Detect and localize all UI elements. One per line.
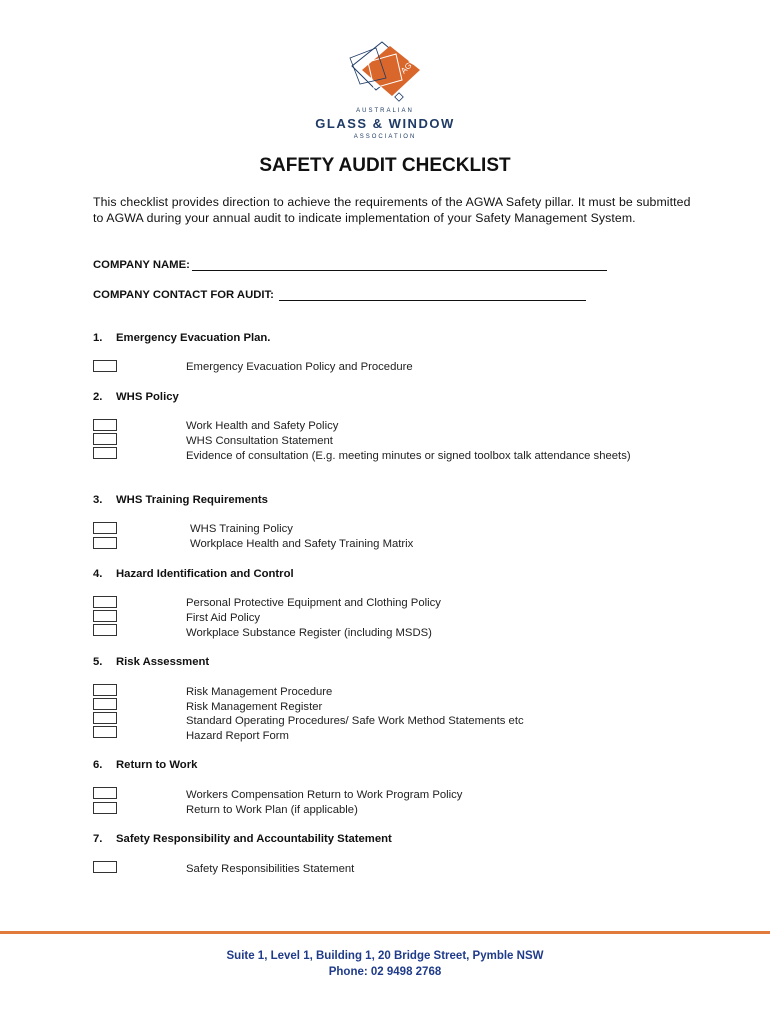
section-heading: [93, 494, 268, 506]
checklist-item: Emergency Evacuation Policy and Procedure: [186, 361, 413, 373]
checklist-item: Return to Work Plan (if applicable): [186, 804, 358, 816]
checkbox[interactable]: [93, 433, 117, 445]
agwa-logo: [300, 40, 470, 145]
section-title: WHS Training Requirements: [116, 494, 268, 506]
checkbox[interactable]: [93, 802, 117, 814]
checkbox[interactable]: [93, 712, 117, 724]
agwa-badge-text: AGWA: [399, 51, 423, 76]
logo-line-main: GLASS & WINDOW: [315, 116, 455, 131]
logo-line-bottom: ASSOCIATION: [353, 134, 417, 140]
checklist-item: Hazard Report Form: [186, 730, 289, 742]
checkbox[interactable]: [93, 861, 117, 873]
section-number: 3.: [93, 494, 103, 506]
checklist-item: WHS Training Policy: [190, 523, 293, 535]
company-contact-field[interactable]: [93, 288, 586, 301]
page-title: SAFETY AUDIT CHECKLIST: [259, 155, 511, 176]
logo-line-top: AUSTRALIAN: [356, 108, 414, 114]
company-contact-line[interactable]: [279, 288, 586, 301]
checkbox[interactable]: [93, 610, 117, 622]
agwa-logo-mark: [346, 40, 426, 106]
section-number: 6.: [93, 759, 103, 771]
section-title: WHS Policy: [116, 391, 179, 403]
checkbox[interactable]: [93, 684, 117, 696]
section-heading: [93, 833, 392, 845]
checklist-item: Risk Management Register: [186, 701, 323, 713]
section-heading: [93, 656, 209, 668]
checklist-item: Evidence of consultation (E.g. meeting minutes or signed toolbox talk attendance sheets): [186, 450, 631, 462]
company-name-field[interactable]: [93, 258, 607, 271]
checkbox[interactable]: [93, 787, 117, 799]
section-title: Return to Work: [116, 759, 198, 771]
checkbox[interactable]: [93, 447, 117, 459]
section-number: 5.: [93, 656, 103, 668]
checkbox[interactable]: [93, 596, 117, 608]
section-heading: [93, 568, 294, 580]
checkbox[interactable]: [93, 537, 117, 549]
checklist-item: Work Health and Safety Policy: [186, 420, 339, 432]
checklist-item: Standard Operating Procedures/ Safe Work Method Statements etc: [186, 715, 524, 727]
section-heading: [93, 391, 179, 403]
checklist-item: WHS Consultation Statement: [186, 435, 333, 447]
section-title: Risk Assessment: [116, 656, 210, 668]
section-title: Emergency Evacuation Plan.: [116, 332, 271, 344]
section-number: 7.: [93, 833, 103, 845]
checkbox[interactable]: [93, 698, 117, 710]
checklist-item: First Aid Policy: [186, 612, 261, 624]
checklist-item: Workplace Health and Safety Training Matrix: [190, 538, 414, 550]
section-number: 2.: [93, 391, 103, 403]
section-heading: [93, 332, 270, 344]
checkbox[interactable]: [93, 624, 117, 636]
footer-phone: Phone: 02 9498 2768: [328, 966, 442, 978]
checkbox[interactable]: [93, 726, 117, 738]
section-title: Hazard Identification and Control: [116, 568, 294, 580]
checkbox[interactable]: [93, 522, 117, 534]
company-name-line[interactable]: [192, 258, 607, 271]
checklist-item: Workers Compensation Return to Work Program Policy: [186, 789, 463, 801]
checklist-item: Safety Responsibilities Statement: [186, 863, 355, 875]
checkbox[interactable]: [93, 360, 117, 372]
footer-divider: [0, 931, 770, 934]
checklist-item: Personal Protective Equipment and Clothing Policy: [186, 597, 441, 609]
checkbox[interactable]: [93, 419, 117, 431]
section-heading: [93, 759, 197, 771]
company-contact-label: COMPANY CONTACT FOR AUDIT:: [93, 289, 274, 301]
checklist-item: Risk Management Procedure: [186, 686, 333, 698]
checklist-item: Workplace Substance Register (including MSDS): [186, 627, 432, 639]
section-title: Safety Responsibility and Accountability Statement: [116, 833, 392, 845]
intro-paragraph: This checklist provides direction to achieve the requirements of the AGWA Safety pillar. It must be submitted to AGWA during your annual audit to indicate implementation of your Safety Management System.: [93, 195, 691, 225]
section-number: 4.: [93, 568, 103, 580]
section-number: 1.: [93, 332, 103, 344]
company-name-label: COMPANY NAME:: [93, 259, 190, 271]
footer-address: Suite 1, Level 1, Building 1, 20 Bridge Street, Pymble NSW: [226, 950, 544, 962]
